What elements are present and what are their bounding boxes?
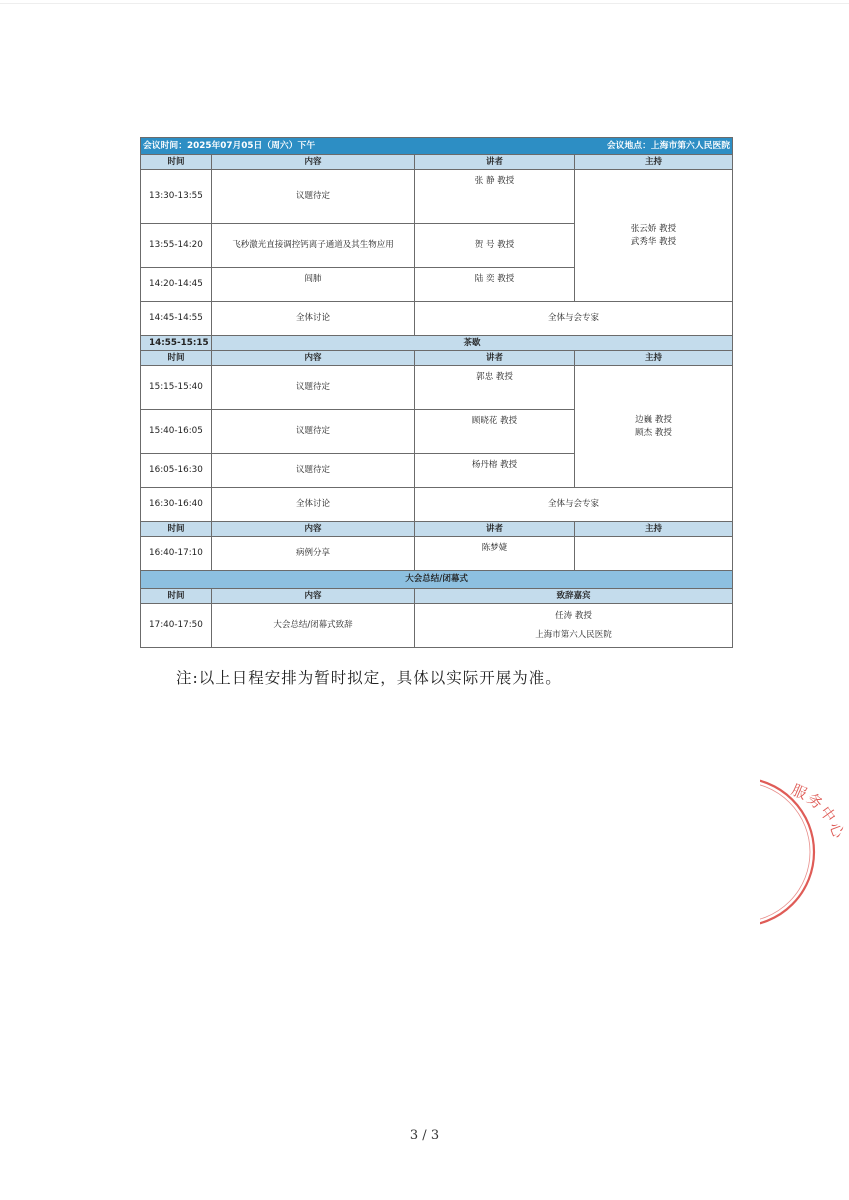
col-header-time: 时间 [141,351,212,366]
table-row [141,302,733,336]
host-cell [575,537,733,571]
content-cell: 议题待定 [212,410,415,454]
table-row [141,604,733,648]
content-cell: 病例分享 [212,537,415,571]
time-cell: 14:55-15:15 [141,336,212,351]
col-header-speaker: 讲者 [415,522,575,537]
column-header-row [141,522,733,537]
col-header-content: 内容 [212,522,415,537]
time-cell: 13:55-14:20 [141,224,212,268]
col-header-time: 时间 [141,589,212,604]
guest-org: 上海市第六人民医院 [535,629,612,640]
col-header-content: 内容 [212,589,415,604]
schedule-table [140,137,733,648]
col-header-host: 主持 [575,351,733,366]
speaker-cell: 陈梦婕 [415,537,575,571]
time-cell: 16:40-17:10 [141,537,212,571]
col-header-speaker: 讲者 [415,351,575,366]
time-cell: 14:20-14:45 [141,268,212,302]
content-cell: 大会总结/闭幕式致辞 [212,604,415,648]
column-header-row [141,155,733,170]
page-number: 3 / 3 [409,1128,440,1143]
speaker-cell: 张 静 教授 [415,170,575,224]
table-row [141,537,733,571]
time-cell: 17:40-17:50 [141,604,212,648]
host-name: 顾杰 教授 [635,428,672,438]
guest-cell [415,604,733,648]
table-row [141,488,733,522]
time-cell: 14:45-14:55 [141,302,212,336]
col-header-content: 内容 [212,351,415,366]
col-header-speaker: 讲者 [415,155,575,170]
content-cell: 闾肺 [212,268,415,302]
column-header-row [141,351,733,366]
closing-banner-row [141,571,733,589]
speaker-cell: 全体与会专家 [415,488,733,522]
schedule-banner-row [141,138,733,155]
content-cell: 全体讨论 [212,302,415,336]
host-cell [575,170,733,302]
time-cell: 15:15-15:40 [141,366,212,410]
tea-break-label: 茶歇 [212,336,733,351]
schedule-note: 注:以上日程安排为暂时拟定，具体以实际开展为准。 [176,669,562,687]
host-name: 武秀华 教授 [630,237,677,247]
content-cell: 议题待定 [212,170,415,224]
time-cell: 16:30-16:40 [141,488,212,522]
content-cell: 全体讨论 [212,488,415,522]
column-header-row [141,589,733,604]
seal-text: 服务中心 [788,780,849,843]
host-name: 边巍 教授 [635,414,672,425]
col-header-time: 时间 [141,155,212,170]
speaker-cell: 杨丹榕 教授 [415,454,575,488]
meeting-time: 会议时间：2025年07月05日（周六）下午 [143,140,316,151]
speaker-cell: 顾晓花 教授 [415,410,575,454]
time-cell: 15:40-16:05 [141,410,212,454]
col-header-host: 主持 [575,522,733,537]
speaker-cell: 贺 号 教授 [415,224,575,268]
guest-name: 任涛 教授 [555,611,592,622]
table-row [141,366,733,410]
col-header-time: 时间 [141,522,212,537]
table-row [141,170,733,224]
host-name: 张云娇 教授 [630,223,677,234]
content-cell: 议题待定 [212,454,415,488]
closing-label: 大会总结/闭幕式 [141,571,733,589]
speaker-cell: 全体与会专家 [415,302,733,336]
speaker-cell: 郭忠 教授 [415,366,575,410]
tea-break-row [141,336,733,351]
official-seal [760,772,849,932]
content-cell: 议题待定 [212,366,415,410]
time-cell: 13:30-13:55 [141,170,212,224]
host-cell [575,366,733,488]
col-header-content: 内容 [212,155,415,170]
col-header-host: 主持 [575,155,733,170]
meeting-location: 会议地点：上海市第六人民医院 [606,140,731,151]
speaker-cell: 陆 奕 教授 [415,268,575,302]
content-cell: 飞秒激光直接调控钙离子通道及其生物应用 [212,224,415,268]
col-header-guest: 致辞嘉宾 [415,589,733,604]
time-cell: 16:05-16:30 [141,454,212,488]
